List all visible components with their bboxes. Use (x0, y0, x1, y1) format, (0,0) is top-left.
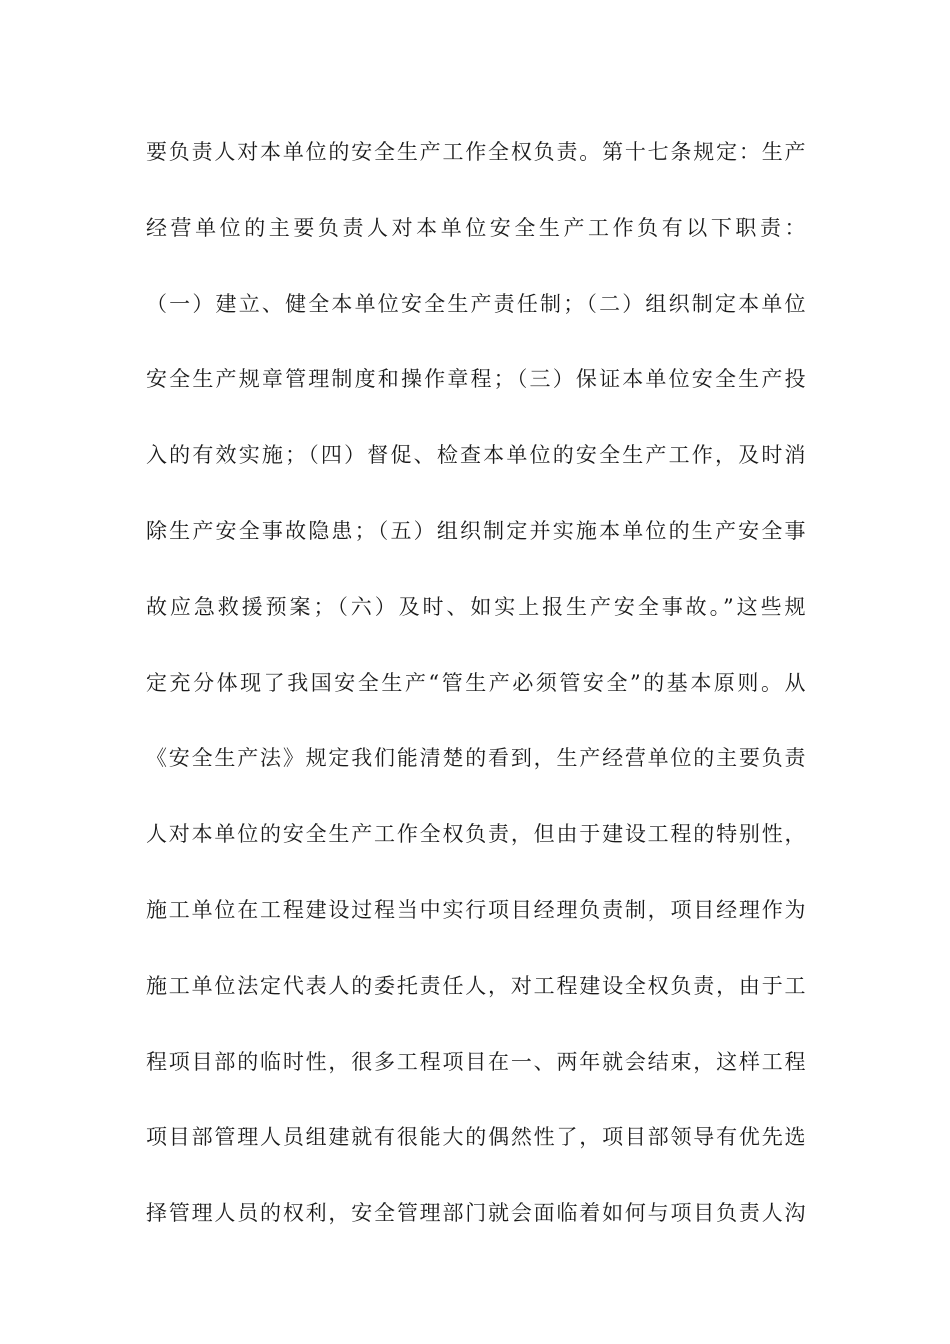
text-line: 《安全生产法》规定我们能清楚的看到，生产经营单位的主要负责 (146, 746, 806, 771)
text-line: 除生产安全事故隐患；（五）组织制定并实施本单位的生产安全事 (146, 518, 806, 543)
text-line: 施工单位法定代表人的委托责任人，对工程建设全权负责，由于工 (146, 973, 806, 998)
text-line: 项目部管理人员组建就有很能大的偶然性了，项目部领导有优先选 (146, 1125, 806, 1150)
text-line: 安全生产规章管理制度和操作章程；（三）保证本单位安全生产投 (146, 367, 806, 392)
text-line: 要负责人对本单位的安全生产工作全权负责。第十七条规定：生产 (146, 140, 806, 164)
body-text (146, 130, 806, 1267)
text-line: 程项目部的临时性，很多工程项目在一、两年就会结束，这样工程 (146, 1049, 806, 1074)
text-line: 施工单位在工程建设过程当中实行项目经理负责制，项目经理作为 (146, 897, 806, 922)
text-line: 人对本单位的安全生产工作全权负责，但由于建设工程的特别性， (146, 822, 806, 847)
text-line: 故应急救援预案；（六）及时、如实上报生产安全事故。”这些规 (146, 594, 806, 619)
text-line: 定充分体现了我国安全生产“管生产必须管安全”的基本原则。从 (146, 670, 806, 695)
text-line: 入的有效实施；（四）督促、检查本单位的安全生产工作，及时消 (146, 443, 806, 468)
text-line: 经营单位的主要负责人对本单位安全生产工作负有以下职责： (146, 215, 806, 240)
text-line: 择管理人员的权利，安全管理部门就会面临着如何与项目负责人沟 (146, 1201, 806, 1226)
text-line: （一）建立、健全本单位安全生产责任制；（二）组织制定本单位 (146, 291, 806, 316)
